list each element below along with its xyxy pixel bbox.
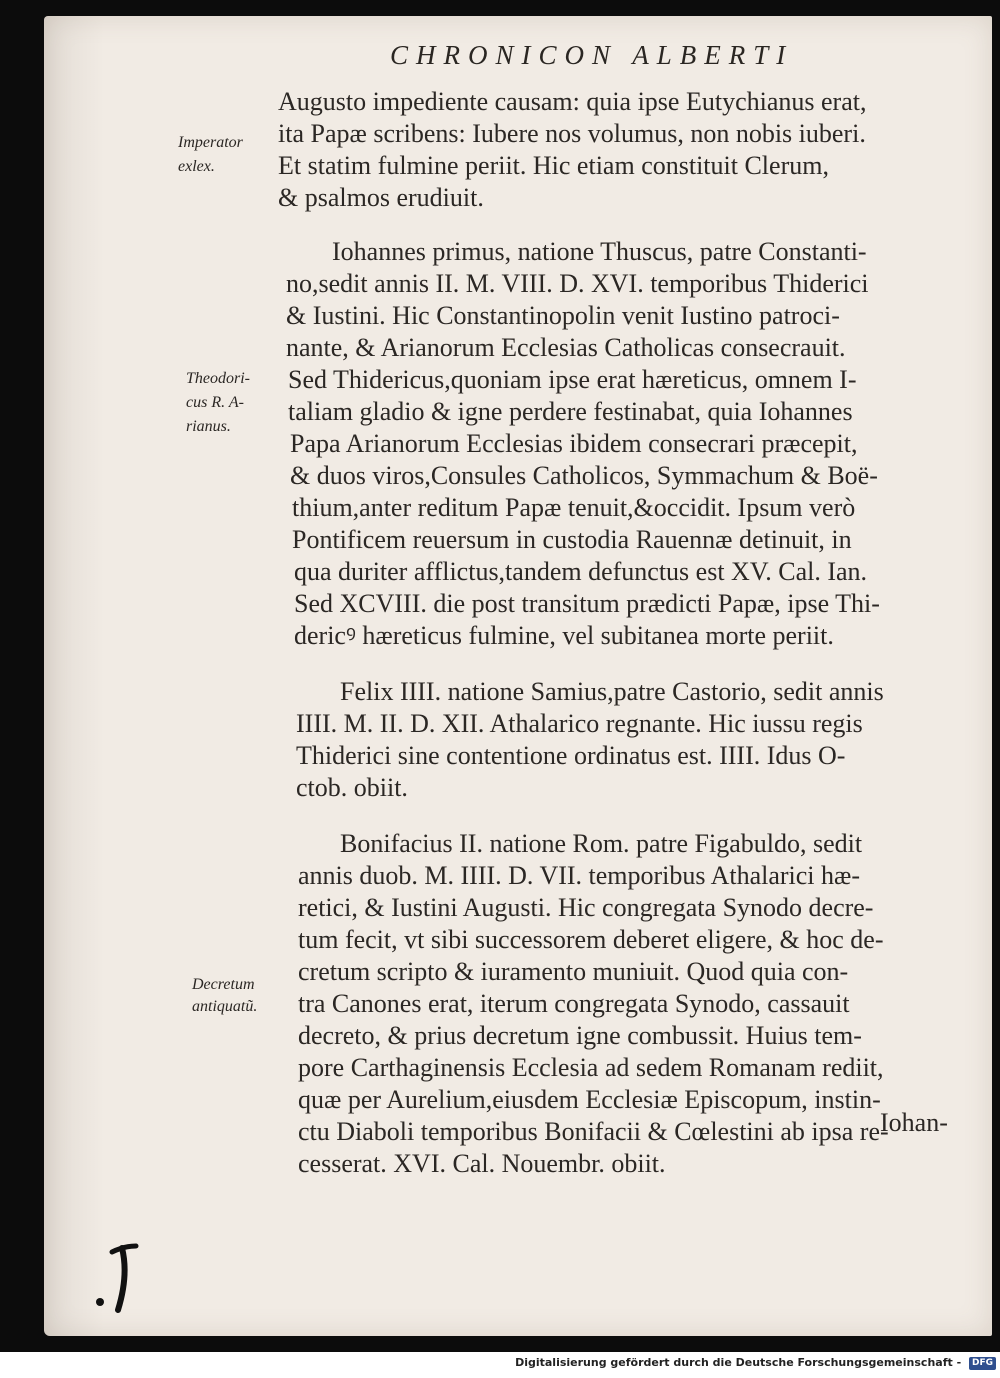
text-line: tum fecit, vt sibi successorem deberet eligere, & hoc de- (298, 925, 884, 954)
text-line: ita Papæ scribens: Iubere nos volumus, non nobis iuberi. (278, 119, 866, 148)
text-line: Sed XCVIII. die post transitum prædicti Papæ, ipse Thi- (294, 589, 880, 618)
text-line: tra Canones erat, iterum congregata Synodo, cassauit (298, 989, 850, 1018)
text-line: decreto, & prius decretum igne combussit. Huius tem- (298, 1021, 862, 1050)
text-line: Felix IIII. natione Samius,patre Castorio, sedit annis (340, 677, 884, 706)
handwritten-folio-mark (92, 1240, 152, 1320)
text-line: dericꝰ hæreticus fulmine, vel subitanea morte periit. (294, 621, 834, 650)
text-line: Pontificem reuersum in custodia Rauennæ detinuit, in (292, 525, 852, 554)
gutter-shadow (44, 16, 104, 1336)
text-line: ctob. obiit. (296, 773, 408, 802)
text-line: Iohannes primus, natione Thuscus, patre Constanti- (332, 237, 867, 266)
text-line: cretum scripto & iuramento muniuit. Quod quia con- (298, 957, 849, 986)
running-title: CHRONICON ALBERTI (390, 40, 794, 70)
text-line: Thiderici sine contentione ordinatus est. IIII. Idus O- (296, 741, 846, 770)
text-line: no,sedit annis II. M. VIII. D. XVI. temporibus Thiderici (286, 269, 869, 298)
catchword: Iohan- (880, 1108, 948, 1137)
text-line: annis duob. M. IIII. D. VII. temporibus Athalarici hæ- (298, 861, 861, 890)
text-line: taliam gladio & igne perdere festinabat, quia Iohannes (288, 397, 853, 426)
margin-note-imperator-2: exlex. (178, 158, 215, 175)
text-line: Bonifacius II. natione Rom. patre Figabuldo, sedit (340, 829, 863, 858)
text-line: quæ per Aurelium,eiusdem Ecclesiæ Episcopum, instin- (298, 1085, 881, 1114)
margin-note-theodoricus-3: rianus. (186, 418, 231, 435)
footer-text: Digitalisierung gefördert durch die Deutsche Forschungsgemeinschaft - (515, 1356, 962, 1369)
text-line: cesserat. XVI. Cal. Nouembr. obiit. (298, 1149, 666, 1178)
text-line: Et statim fulmine periit. Hic etiam constituit Clerum, (278, 151, 829, 180)
margin-note-theodoricus-1: Theodori- (186, 370, 250, 387)
text-line: & Iustini. Hic Constantinopolin venit Iustino patroci- (286, 301, 840, 330)
text-line: & psalmos erudiuit. (278, 183, 484, 212)
text-line: Papa Arianorum Ecclesias ibidem consecrari præcepit, (290, 429, 858, 458)
dfg-logo: DFG (969, 1357, 996, 1370)
text-line: qua duriter afflictus,tandem defunctus est XV. Cal. Ian. (294, 557, 868, 586)
text-line: IIII. M. II. D. XII. Athalarico regnante. Hic iussu regis (296, 709, 863, 738)
text-line: pore Carthaginensis Ecclesia ad sedem Romanam rediit, (298, 1053, 884, 1082)
text-line: retici, & Iustini Augusti. Hic congregata Synodo decre- (298, 893, 874, 922)
text-line: thium,anter reditum Papæ tenuit,&occidit. Ipsum verò (292, 493, 856, 522)
margin-note-decretum-1: Decretum (192, 976, 255, 993)
margin-note-imperator-1: Imperator (178, 134, 243, 151)
text-line: Sed Thidericus,quoniam ipse erat hæreticus, omnem I- (288, 365, 857, 394)
text-line: ctu Diaboli temporibus Bonifacii & Cœlestini ab ipsa re- (298, 1117, 889, 1146)
digitization-footer (0, 1356, 996, 1378)
text-line: & duos viros,Consules Catholicos, Symmachum & Boë- (290, 461, 878, 490)
text-line: nante, & Arianorum Ecclesias Catholicas consecrauit. (286, 333, 846, 362)
margin-note-theodoricus-2: cus R. A- (186, 394, 244, 411)
margin-note-decretum-2: antiquatũ. (192, 998, 258, 1015)
text-line: Augusto impediente causam: quia ipse Eutychianus erat, (278, 87, 867, 116)
